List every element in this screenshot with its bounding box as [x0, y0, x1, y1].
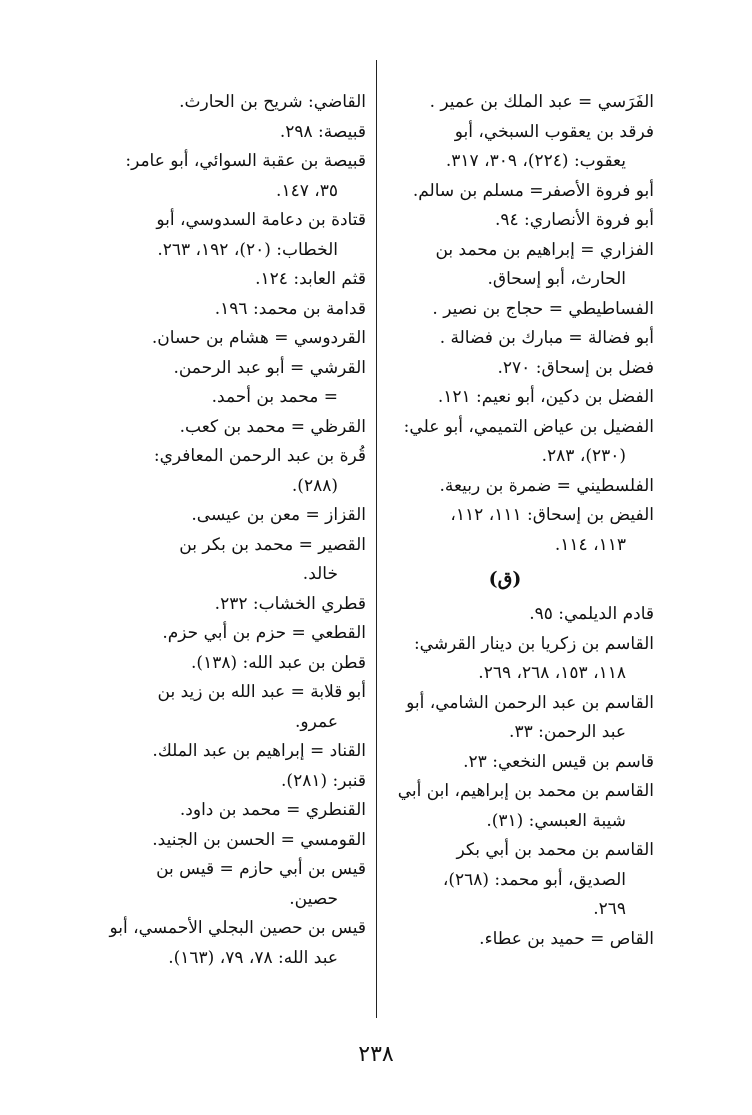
entry-line: الفضيل بن عياض التميمي، أبو علي:	[403, 416, 654, 437]
entry-line: أبو فروة الأنصاري: ٩٤.	[494, 210, 654, 230]
index-entry	[356, 236, 654, 295]
index-entry	[356, 748, 654, 778]
entry-continuation: عبد الرحمن: ٣٣.	[509, 722, 626, 742]
entry-continuation: عمرو.	[295, 711, 338, 732]
entry-continuation: الخطاب: (٢٠)، ١٩٢، ٢٦٣.	[157, 239, 338, 260]
entry-line: القناد = إبراهيم بن عبد الملك.	[152, 741, 366, 761]
entry-line: فرقد بن يعقوب السبخي، أبو	[454, 121, 654, 142]
index-entry	[356, 177, 654, 207]
entry-line: قنبر: (٢٨١).	[281, 770, 366, 791]
entry-line: أبو قلابة = عبد الله بن زيد بن	[157, 682, 366, 702]
index-entry	[356, 472, 654, 502]
index-entry	[356, 118, 654, 177]
index-entry	[66, 383, 366, 413]
index-entry	[66, 88, 366, 118]
entry-line: قُرة بن عبد الرحمن المعافري:	[153, 446, 366, 466]
index-column-left	[66, 88, 366, 973]
entry-continuation: (٢٨٨).	[291, 475, 338, 496]
entry-line: الفضل بن دكين، أبو نعيم: ١٢١.	[437, 387, 654, 407]
entry-line: الفلسطيني = ضمرة بن ربيعة.	[439, 475, 654, 496]
entry-line: قطري الخشاب: ٢٣٢.	[214, 593, 366, 614]
entry-line: قدامة بن محمد: ١٩٦.	[214, 298, 366, 319]
entry-line: أبو فضالة = مبارك بن فضالة .	[439, 328, 654, 348]
index-entry	[356, 630, 654, 689]
index-entry	[356, 88, 654, 118]
entry-line: الفيض بن إسحاق: ١١١، ١١٢،	[450, 505, 654, 525]
column-divider	[376, 60, 377, 1018]
entry-line: الفزاري = إبراهيم بن محمد بن	[435, 239, 654, 260]
index-entry	[66, 737, 366, 767]
entry-line: فضل بن إسحاق: ٢٧٠.	[497, 357, 654, 378]
entry-line: القطعي = حزم بن أبي حزم.	[162, 623, 366, 643]
entry-line: القرشي = أبو عبد الرحمن.	[173, 357, 366, 378]
entry-continuation: (٢٣٠)، ٢٨٣.	[541, 446, 626, 466]
entry-continuation: يعقوب: (٢٢٤)، ٣٠٩، ٣١٧.	[445, 151, 626, 171]
entry-continuation: شيبة العبسي: (٣١).	[486, 810, 626, 831]
entry-line: قتادة بن دعامة السدوسي، أبو	[156, 210, 366, 230]
index-entry	[356, 689, 654, 748]
index-column-right	[356, 88, 654, 954]
entry-line: = محمد بن أحمد.	[211, 387, 338, 407]
entry-line: قطن بن عبد الله: (١٣٨).	[191, 652, 366, 673]
entry-line: القاص = حميد بن عطاء.	[479, 928, 654, 949]
index-entry	[356, 600, 654, 630]
entry-line: الفَرَسي = عبد الملك بن عمير .	[429, 92, 654, 112]
index-entry	[66, 442, 366, 501]
entry-continuation: ١١٣، ١١٤.	[554, 534, 626, 555]
index-entry	[66, 118, 366, 148]
section-heading: (ق)	[488, 568, 522, 590]
entry-line: قبيصة بن عقبة السوائي، أبو عامر:	[125, 151, 366, 171]
entry-line: أبو فروة الأصفر= مسلم بن سالم.	[412, 180, 654, 201]
index-entry	[66, 531, 366, 590]
entry-continuation: ٢٦٩.	[593, 899, 626, 919]
index-entry	[356, 777, 654, 836]
entry-continuation: ١١٨، ١٥٣، ٢٦٨، ٢٦٩.	[478, 663, 626, 683]
index-entry	[66, 501, 366, 531]
index-entry	[356, 354, 654, 384]
entry-line: القاسم بن زكريا بن دينار القرشي:	[413, 633, 654, 654]
entry-line: القرظي = محمد بن كعب.	[179, 416, 366, 437]
entry-continuation: الصديق، أبو محمد: (٢٦٨)،	[442, 869, 626, 890]
page-number: ٢٣٨	[358, 1042, 394, 1067]
index-entry	[66, 914, 366, 973]
index-entry	[66, 649, 366, 679]
entry-line: القاسم بن محمد بن إبراهيم، ابن أبي	[397, 781, 654, 801]
entry-continuation: خالد.	[302, 564, 338, 584]
index-entry	[66, 678, 366, 737]
index-entry	[356, 295, 654, 325]
entry-continuation: عبد الله: ٧٨، ٧٩، (١٦٣).	[168, 947, 338, 968]
index-entry	[66, 206, 366, 265]
index-entry	[66, 590, 366, 620]
index-entry	[66, 413, 366, 443]
index-entry	[66, 855, 366, 914]
entry-line: القردوسي = هشام بن حسان.	[151, 328, 366, 348]
index-entry	[66, 826, 366, 856]
entry-continuation: حصين.	[289, 888, 338, 909]
entry-continuation: ٣٥، ١٤٧.	[276, 180, 338, 201]
entry-line: قاسم بن قيس النخعي: ٢٣.	[463, 751, 654, 772]
index-entry	[356, 206, 654, 236]
index-entry	[356, 324, 654, 354]
entry-line: قادم الديلمي: ٩٥.	[529, 604, 654, 624]
index-entry	[356, 501, 654, 560]
index-entry	[66, 796, 366, 826]
index-entry	[66, 265, 366, 295]
entry-line: القاسم بن محمد بن أبي بكر	[456, 840, 654, 860]
index-entry	[356, 383, 654, 413]
entry-line: القزاز = معن بن عيسى.	[191, 505, 366, 525]
entry-line: الفساطيطي = حجاج بن نصير .	[432, 298, 654, 319]
entry-continuation: الحارث، أبو إسحاق.	[487, 269, 626, 289]
index-entry	[66, 147, 366, 206]
entry-line: القصير = محمد بن بكر بن	[179, 534, 366, 555]
index-entry	[66, 619, 366, 649]
entry-line: قبيصة: ٢٩٨.	[279, 121, 366, 142]
entry-line: القاسم بن عبد الرحمن الشامي، أبو	[406, 692, 654, 713]
index-entry	[66, 295, 366, 325]
entry-line: القومسي = الحسن بن الجنيد.	[152, 829, 366, 850]
entry-line: قيس بن حصين البجلي الأحمسي، أبو	[109, 918, 366, 938]
entry-line: القاضي: شريح بن الحارث.	[179, 92, 366, 112]
index-entry	[66, 324, 366, 354]
entry-line: قيس بن أبي حازم = قيس بن	[156, 859, 366, 879]
index-entry	[356, 413, 654, 472]
index-entry	[356, 836, 654, 925]
index-entry	[66, 767, 366, 797]
entry-line: قثم العابد: ١٢٤.	[255, 269, 366, 289]
index-entry	[356, 925, 654, 955]
entry-line: القنطري = محمد بن داود.	[179, 800, 366, 820]
index-entry	[66, 354, 366, 384]
